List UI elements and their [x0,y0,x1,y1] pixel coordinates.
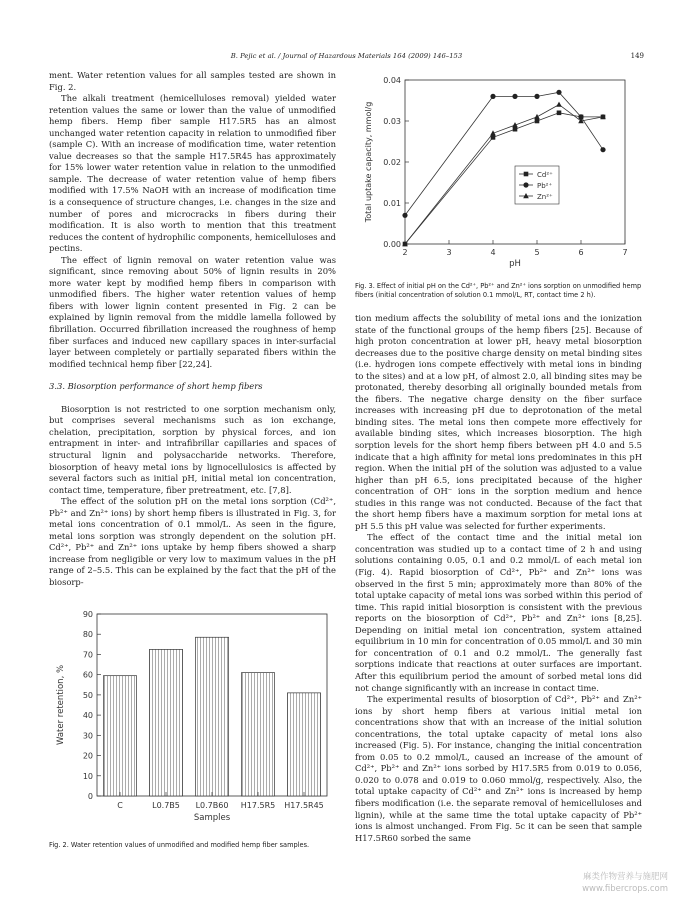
x-axis-label: pH [509,259,521,269]
x-axis-label: Samples [193,813,231,823]
x-tick-label: 4 [490,248,496,257]
page-number: 149 [630,52,644,60]
bar-H17.5R45 [287,693,320,796]
y-axis-label: Total uptake capacity, mmol/g [364,101,373,223]
figure-2-caption: Fig. 2. Water retention values of unmodified and modified hemp fiber samples. [49,841,310,849]
legend-label: Cd²⁺ [537,171,553,179]
series-2 [402,102,606,247]
x-tick-label: 6 [578,248,584,257]
series-line [405,113,603,244]
paragraph: ment. Water retention values for all samples tested are shown in Fig. 2. [49,70,336,92]
figure-2 [49,604,339,850]
series-line [405,92,603,215]
x-tick-label: 7 [622,248,628,257]
data-point [557,111,562,116]
paragraph: tion medium affects the solubility of metal ions and the ionization state of the functional groups of the hemp fibers [25]. Because of high proton concentration at lower pH, heavy metal biosorption decreases due to the positive charge density on metal binding sites (i.e. hydrogen ions compete effectively with metal ions in binding to the sites) and at a low pH, of almost 2.0, all binding sites may be protonated, thereby desorbing all originally bounded metals from the fibers. The negative charge density on the fiber surface increases with increasing pH due to deprotonation of the metal binding sites. The metal ions then compete more effectively for available binding sites, which increases biosorption. The high sorption levels for the short hemp fibers between pH 4.0 and 5.5 indicate that a high affinity for metal ions predominates in this pH region. When the initial pH of the solution was adjusted to a value higher than pH 6.5, ions precipitated because of the higher concentration of OH⁻ ions in the sorption medium and hence studies in this range was not conducted. Because of the fact that the short hemp fibers have a maximum sorption for metal ions at pH 5.5 this pH value was selected for further experiments. [355,313,642,531]
watermark [538,871,668,895]
right-column [355,313,642,844]
x-tick-label: L0.7B60 [195,801,229,810]
left-column [49,70,336,589]
data-point [512,94,517,99]
legend-label: Pb²⁺ [537,182,553,190]
bar-C [103,676,136,796]
x-tick-label: H17.5R45 [284,801,324,810]
bar-L0.7B60 [195,637,228,796]
data-point [535,119,540,124]
paragraph: The effect of the solution pH on the metal ions sorption (Cd²⁺, Pb²⁺ and Zn²⁺ ions) by short hemp fibers is illustrated in Fig. 3, for metal ions concentration of 0.1 mmol/L. As seen in the figure, metal ions sorption was strongly dependent on the solution pH. Cd²⁺, Pb²⁺ and Zn²⁺ ions uptake by hemp fibers showed a sharp increase from negligible or very low to maximum values in the pH range of 2–5.5. This can be explained by the fact that the pH of the biosorp- [49,496,336,587]
bar-H17.5R5 [241,673,274,796]
y-tick-label: 20 [82,751,93,761]
paragraph: The alkali treatment (hemicelluloses removal) yielded water retention values the same or lower than the value of unmodified hemp fibers. Hemp fiber sample H17.5R5 has an almost unchanged water retention capacity in relation to unmodified fiber (sample C). With an increase of modification time, water retention value decreases so that the sample H17.5R45 has approximately for 15% lower water retention value in relation to the unmodified sample. The decrease of water retention value of hemp fibers modified with 17.5% NaOH with an increase of modification time is a consequence of structure changes, i.e. changes in the size and number of pores and microcracks in fibers during their modification. It is also worth to mention that this treatment reduces the content of hydrophilic components, hemicelluloses and pectins. [49,93,336,254]
section-heading: 3.3. Biosorption performance of short hemp fibers [49,381,263,392]
water-retention-bar-chart [49,604,339,840]
paragraph: The experimental results of biosorption of Cd²⁺, Pb²⁺ and Zn²⁺ ions by short hemp fibers at various initial metal ion concentrations show that with an increase of the initial solution concentrations, the total uptake capacity of metal ions also increased (Fig. 5). For instance, changing the initial concentration from 0.05 to 0.2 mmol/L, caused an increase of the amount of Cd²⁺, Pb²⁺ and Zn²⁺ ions sorbed by H17.5R5 from 0.019 to 0.056, 0.020 to 0.078 and 0.019 to 0.060 mmol/g, respectively. Also, the total uptake capacity of Cd²⁺ and Zn²⁺ ions is increased by hemp fibers modification (i.e. the separate removal of hemicelluloses and lignin), while at the same time the total uptake capacity of Pb²⁺ ions is almost unchanged. From Fig. 5c it can be seen that sample H17.5R60 sorbed the same [355,694,642,843]
paragraph: Biosorption is not restricted to one sorption mechanism only, but comprises several mechanisms such as ion exchange, chelation, precipitation, sorption by physical forces, and ion entrapment in inter- and intrafibrillar capillaries and spaces of structural lignin and polysaccharide networks. Therefore, biosorption of heavy metal ions by lignocellulosics is affected by several factors such as initial pH, initial metal ion concentration, contact time, temperature, fiber pretreatment, etc. [7,8]. [49,403,336,495]
x-tick-label: C [117,801,123,810]
data-point [600,147,605,152]
y-tick-label: 30 [82,731,93,741]
paragraph: The effect of the contact time and the initial metal ion concentration was studied up to a contact time of 2 h and using solutions containing 0.05, 0.1 and 0.2 mmol/L of each metal ion (Fig. 4). Rapid biosorption of Cd²⁺, Pb²⁺ and Zn²⁺ ions was observed in the first 5 min; approximately more than 80% of the total uptake capacity of metal ions was sorbed within this period of time. This rapid initial biosorption is consistent with the previous reports on the biosorption of Cd²⁺, Pb²⁺ and Zn²⁺ ions [8,25]. Depending on initial metal ion concentration, system attained equilibrium in 10 min for concentration of 0.05 mmol/L and 30 min for concentration of 0.1 and 0.2 mmol/L. The generally fast sorptions indicate that reactions at outer surfaces are important. After this equilibrium period the amount of sorbed metal ions did not change significantly with an increase in contact time. [355,532,642,693]
y-tick-label: 70 [82,650,93,660]
y-tick-label: 80 [82,630,93,640]
y-tick-label: 40 [82,711,93,721]
data-point [513,127,518,132]
data-point [534,114,540,119]
series-0 [403,111,606,247]
series-line [405,105,603,244]
y-axis-label: Water retention, % [56,664,66,746]
figure-3-caption: Fig. 3. Effect of initial pH on the Cd²⁺, Pb²⁺ and Zn²⁺ ions sorption on unmodified hemp fibers (initial concentration of solution 0.1 mmol/L, RT, contact time 2 h). [355,282,642,299]
x-tick-label: L0.7B5 [152,801,180,810]
plot-frame [405,80,625,244]
x-tick-label: H17.5R5 [240,801,276,810]
y-tick-label: 10 [82,771,93,781]
y-tick-label: 0.04 [383,76,401,85]
y-tick-label: 90 [82,610,93,619]
y-tick-label: 0.00 [383,240,401,249]
data-point [556,90,561,95]
x-tick-label: 3 [446,248,452,257]
y-tick-label: 0.02 [383,158,401,167]
watermark-line-2: www.fibercrops.com [582,884,668,894]
data-point [556,102,562,107]
paragraph: The effect of lignin removal on water retention value was significant, since removing about 50% of lignin results in 20% more water kept by modified hemp fibers in comparison with unmodified fibers. The higher water retention values of hemp fibers with lower lignin content presented in Fig. 2 can be explained by lignin removal from the middle lamella followed by fibrillation. Occurred fibrillation increased the roughness of hemp fiber surfaces and induced new capillary spaces in inter-surfacial layer between completely or partially separated fibers within the modified technical hemp fiber [22,24]. [49,254,336,369]
x-tick-label: 2 [402,248,408,257]
watermark-line-1: 麻类作物营养与施肥网 [582,872,668,882]
bar-L0.7B5 [149,649,182,796]
running-title: B. Pejic et al. / Journal of Hazardous Materials 164 (2009) 146–153 [230,52,463,60]
data-point [402,213,407,218]
y-tick-label: 0.03 [383,117,401,126]
running-header [49,52,644,66]
y-tick-label: 50 [82,690,93,700]
y-tick-label: 0 [87,792,93,801]
legend-marker [523,182,528,187]
figure-3 [355,70,645,300]
data-point [490,94,495,99]
x-tick-label: 5 [534,248,540,257]
legend-marker [524,172,529,177]
ph-effect-line-chart [355,70,645,280]
legend-label: Zn²⁺ [537,193,553,201]
y-tick-label: 0.01 [383,199,401,208]
series-1 [402,90,605,218]
y-tick-label: 60 [82,670,93,680]
data-point [534,94,539,99]
